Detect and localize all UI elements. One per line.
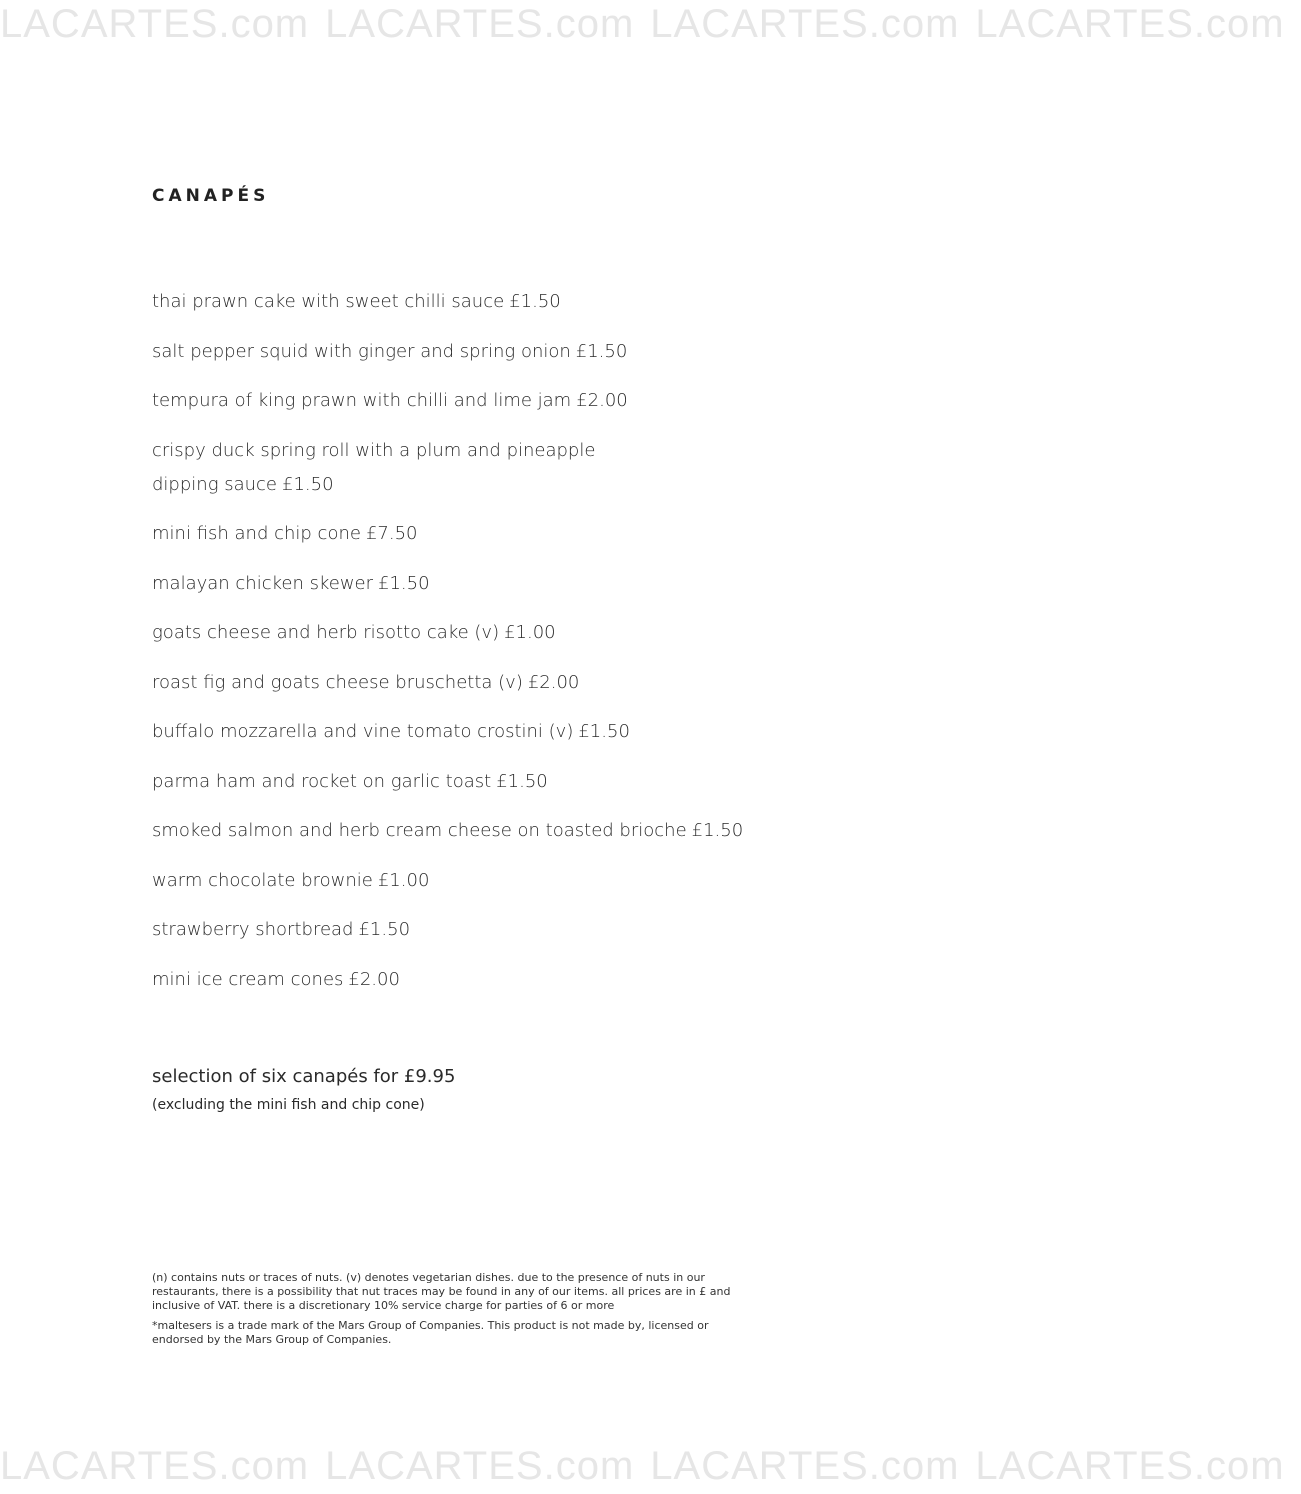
menu-item-price: £1.50 [282, 473, 334, 495]
menu-item-price: £1.50 [691, 820, 744, 841]
menu-item-price: £1.50 [358, 919, 411, 940]
menu-item [152, 913, 792, 947]
watermark-bottom [0, 1438, 1285, 1494]
menu-item-price: £1.50 [578, 721, 630, 742]
watermark-text: LACARTES.com [0, 2, 310, 46]
menu-item-name: roast fig and goats cheese bruschetta (v) [152, 671, 523, 693]
allergen-note: (n) contains nuts or traces of nuts. (v) denotes vegetarian dishes. due to the presence of nuts in our restaurants, there is a possibility that nut traces may be found in any of our items. all prices are in £ and inclusive of VAT. there is a discretionary 10% service charge for parties of 6 or more [152, 1271, 731, 1312]
watermark-top [0, 0, 1285, 52]
trademark-note: *maltesers is a trade mark of the Mars Group of Companies. This product is not made by, licensed or endorsed by the Mars Group of Companies. [152, 1319, 709, 1346]
menu-item-name: strawberry shortbread [152, 919, 354, 940]
watermark-text: LACARTES.com [0, 1444, 310, 1488]
menu-item-price: £1.00 [377, 869, 430, 891]
menu-item [152, 335, 792, 369]
menu-item-name: mini fish and chip cone [152, 523, 361, 544]
menu-item-price: £2.00 [348, 968, 400, 990]
menu-item-name: mini ice cream cones [152, 968, 344, 990]
menu-item [152, 814, 792, 848]
menu-item-name: salt pepper squid with ginger and spring onion [152, 340, 571, 362]
watermark-text: LACARTES.com [650, 2, 960, 46]
menu-item [152, 715, 792, 749]
menu-item-name: goats cheese and herb risotto cake (v) [152, 622, 500, 643]
menu-item-price: £1.50 [378, 572, 430, 594]
menu-item [152, 434, 622, 502]
watermark-text: LACARTES.com [975, 1444, 1285, 1488]
menu-item-name: tempura of king prawn with chilli and lime jam [152, 390, 572, 411]
menu-item-price: £2.00 [576, 390, 628, 411]
menu-item-name: malayan chicken skewer [152, 572, 374, 594]
menu-item-price: £1.50 [509, 291, 561, 312]
menu-item-name: parma ham and rocket on garlic toast [152, 770, 492, 792]
menu-list [152, 285, 792, 1012]
menu-item-price: £1.50 [496, 770, 548, 792]
menu-item-name: buffalo mozzarella and vine tomato crostini (v) [152, 721, 574, 742]
menu-item [152, 864, 792, 898]
menu-item [152, 616, 792, 650]
menu-item [152, 567, 792, 601]
menu-item-name: warm chocolate brownie [152, 869, 373, 891]
menu-item-price: £1.50 [575, 340, 628, 362]
menu-item-name: crispy duck spring roll with a plum and pineapple dipping sauce [152, 439, 596, 495]
selection-price: £9.95 [403, 1066, 456, 1087]
menu-item [152, 666, 792, 700]
menu-item [152, 285, 792, 319]
menu-item-price: £7.50 [365, 523, 418, 544]
footer-notes [152, 1271, 742, 1353]
watermark-text: LACARTES.com [650, 1444, 960, 1488]
menu-item-name: thai prawn cake with sweet chilli sauce [152, 291, 505, 312]
page-title: CANAPÉS [152, 186, 270, 206]
selection-text: selection of six canapés for [152, 1066, 399, 1087]
watermark-text: LACARTES.com [325, 2, 635, 46]
selection-line [152, 1062, 792, 1092]
watermark-text: LACARTES.com [975, 2, 1285, 46]
menu-item [152, 765, 792, 799]
menu-item [152, 517, 792, 551]
menu-item [152, 384, 792, 418]
watermark-text: LACARTES.com [325, 1444, 635, 1488]
menu-item-price: £1.00 [504, 622, 556, 643]
menu-item-price: £2.00 [527, 671, 580, 693]
menu-item [152, 963, 792, 997]
selection-note: (excluding the mini fish and chip cone) [152, 1097, 425, 1113]
selection-offer [152, 1062, 792, 1116]
menu-item-name: smoked salmon and herb cream cheese on toasted brioche [152, 820, 687, 841]
